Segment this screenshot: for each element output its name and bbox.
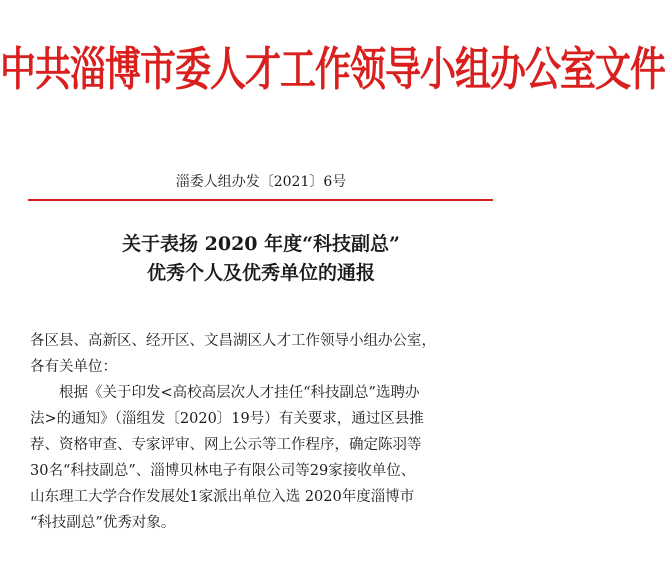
body-line: 各区县、高新区、经开区、文昌湖区人才工作领导小组办公室， <box>30 333 436 349</box>
body-line: “科技副总”优秀对象。 <box>30 515 176 531</box>
body-line: 各有关单位： <box>30 359 117 375</box>
document-title-line-2: 优秀个人及优秀单位的通报 <box>146 262 375 284</box>
body-line: 法>的通知》（淄组发〔2020〕19号）有关要求，通过区县推 <box>30 411 424 427</box>
body-line: 30名“科技副总”、淄博贝林电子有限公司等29家接收单位、 <box>30 463 416 479</box>
body-line: 山东理工大学合作发展处1家派出单位入选 2020年度淄博市 <box>30 489 415 505</box>
document-title-line-1: 关于表扬 2020 年度“科技副总” <box>122 233 400 255</box>
header-divider <box>28 199 493 201</box>
document-number: 淄委人组办发〔2021〕6号 <box>175 174 347 190</box>
body-line: 根据《关于印发<高校高层次人才挂任“科技副总”选聘办 <box>59 385 420 401</box>
document-body <box>30 328 498 536</box>
document-header-title: 中共淄博市委人才工作领导小组办公室文件 <box>0 44 665 97</box>
body-line: 荐、资格审查、专家评审、网上公示等工作程序，确定陈羽等 <box>30 437 422 453</box>
